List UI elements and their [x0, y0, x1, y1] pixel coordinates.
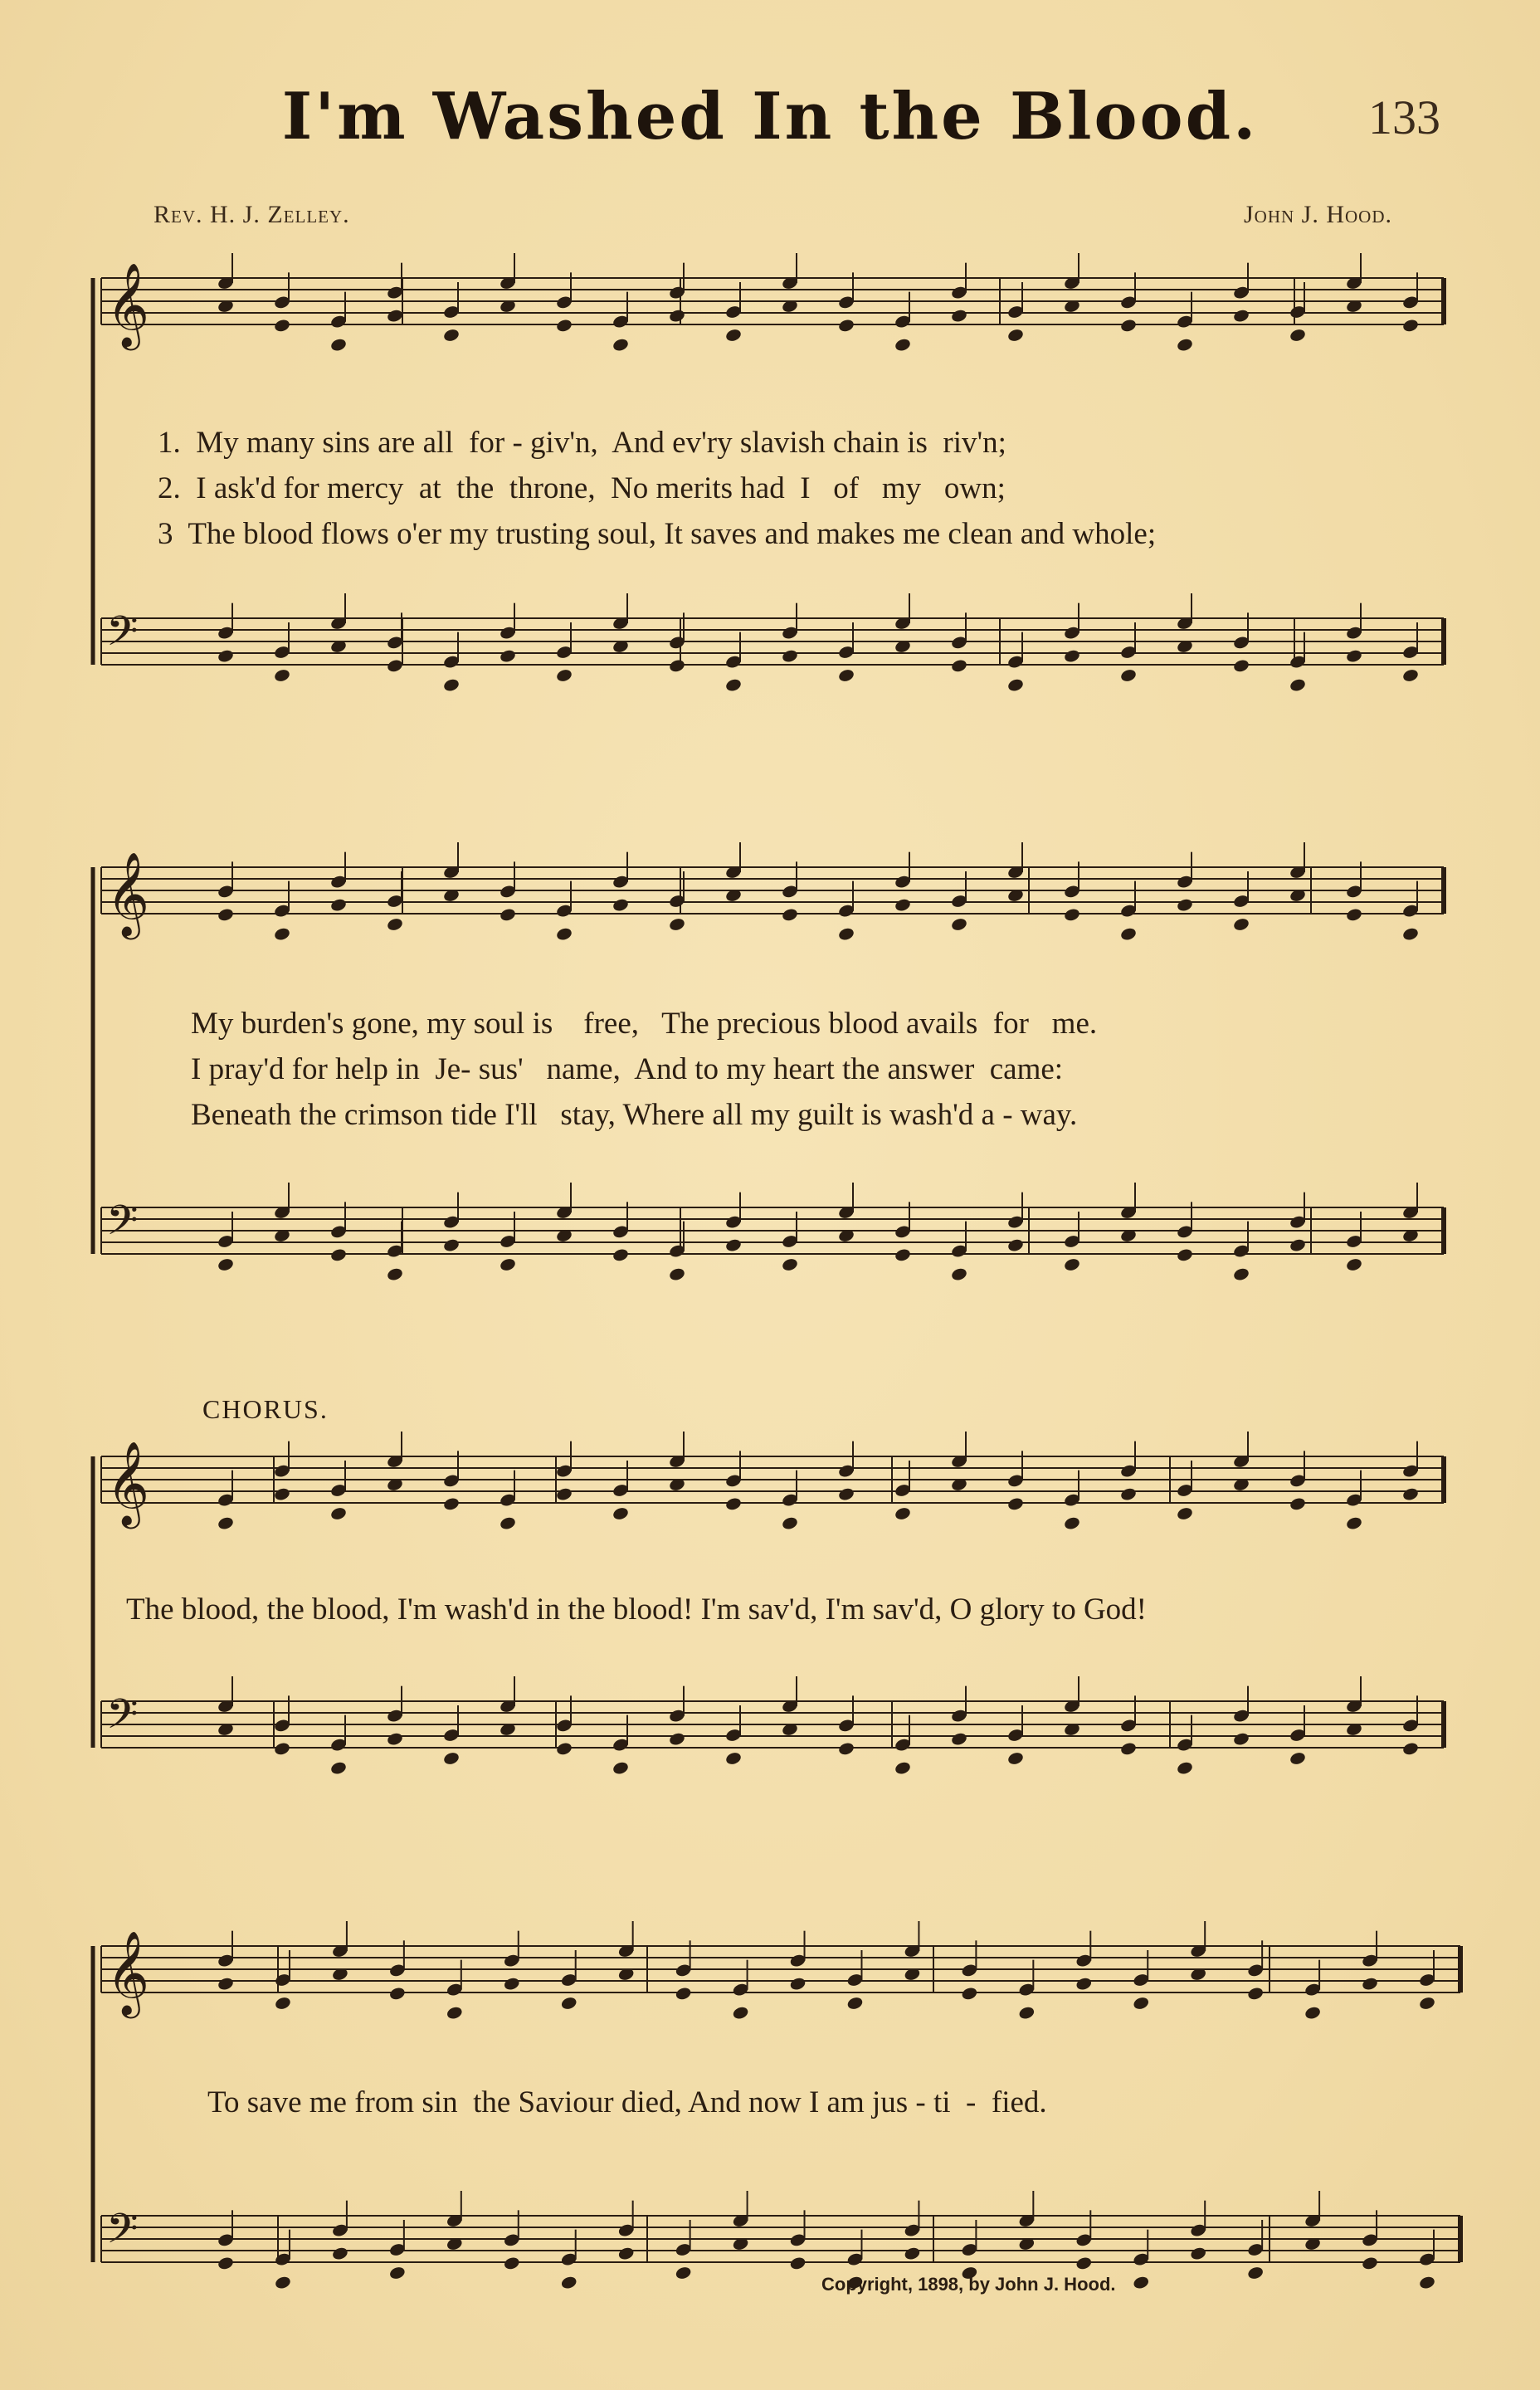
- verse3-line1: 3 The blood flows o'er my trusting soul, It saves and makes me clean and whole;: [158, 517, 1157, 551]
- svg-text:𝄞: 𝄞: [106, 261, 150, 347]
- verse2-line2: I pray'd for help in Je- sus' name, And to my heart the answer came:: [191, 1052, 1064, 1086]
- verse3-line2: Beneath the crimson tide I'll stay, Where all my guilt is wash'd a - way.: [191, 1098, 1078, 1132]
- svg-text:𝄞: 𝄞: [106, 851, 150, 936]
- chorus-lyric-line1: The blood, the blood, I'm wash'd in the blood! I'm sav'd, I'm sav'd, O glory to God!: [126, 1593, 1147, 1627]
- svg-text:𝄢: 𝄢: [106, 1690, 139, 1749]
- composer-credit: John J. Hood.: [1243, 201, 1392, 228]
- lyricist-credit: Rev. H. J. Zelley.: [154, 201, 350, 228]
- chorus-label: CHORUS.: [202, 1394, 329, 1424]
- note-heads: [217, 253, 1435, 2290]
- svg-text:𝄢: 𝄢: [106, 607, 139, 666]
- svg-text:𝄞: 𝄞: [106, 1929, 150, 2015]
- copyright-notice: Copyright, 1898, by John J. Hood.: [821, 2274, 1116, 2295]
- verse1-line2: My burden's gone, my soul is free, The precious blood avails for me.: [191, 1007, 1098, 1041]
- page-number: 133: [1368, 90, 1440, 144]
- verse2-line1: 2. I ask'd for mercy at the throne, No merits had I of my own;: [158, 471, 1006, 505]
- svg-text:𝄢: 𝄢: [106, 1197, 139, 1255]
- svg-text:𝄢: 𝄢: [106, 2205, 139, 2263]
- hymn-title: I'm Washed In the Blood.: [281, 79, 1259, 154]
- svg-text:𝄞: 𝄞: [106, 1440, 150, 1525]
- clefs: [106, 261, 149, 2263]
- verse1-line1: 1. My many sins are all for - giv'n, And ev'ry slavish chain is riv'n;: [158, 426, 1006, 460]
- staff-lines: [93, 278, 1460, 2262]
- chorus-lyric-line2: To save me from sin the Saviour died, And now I am jus - ti - fied.: [207, 2085, 1047, 2119]
